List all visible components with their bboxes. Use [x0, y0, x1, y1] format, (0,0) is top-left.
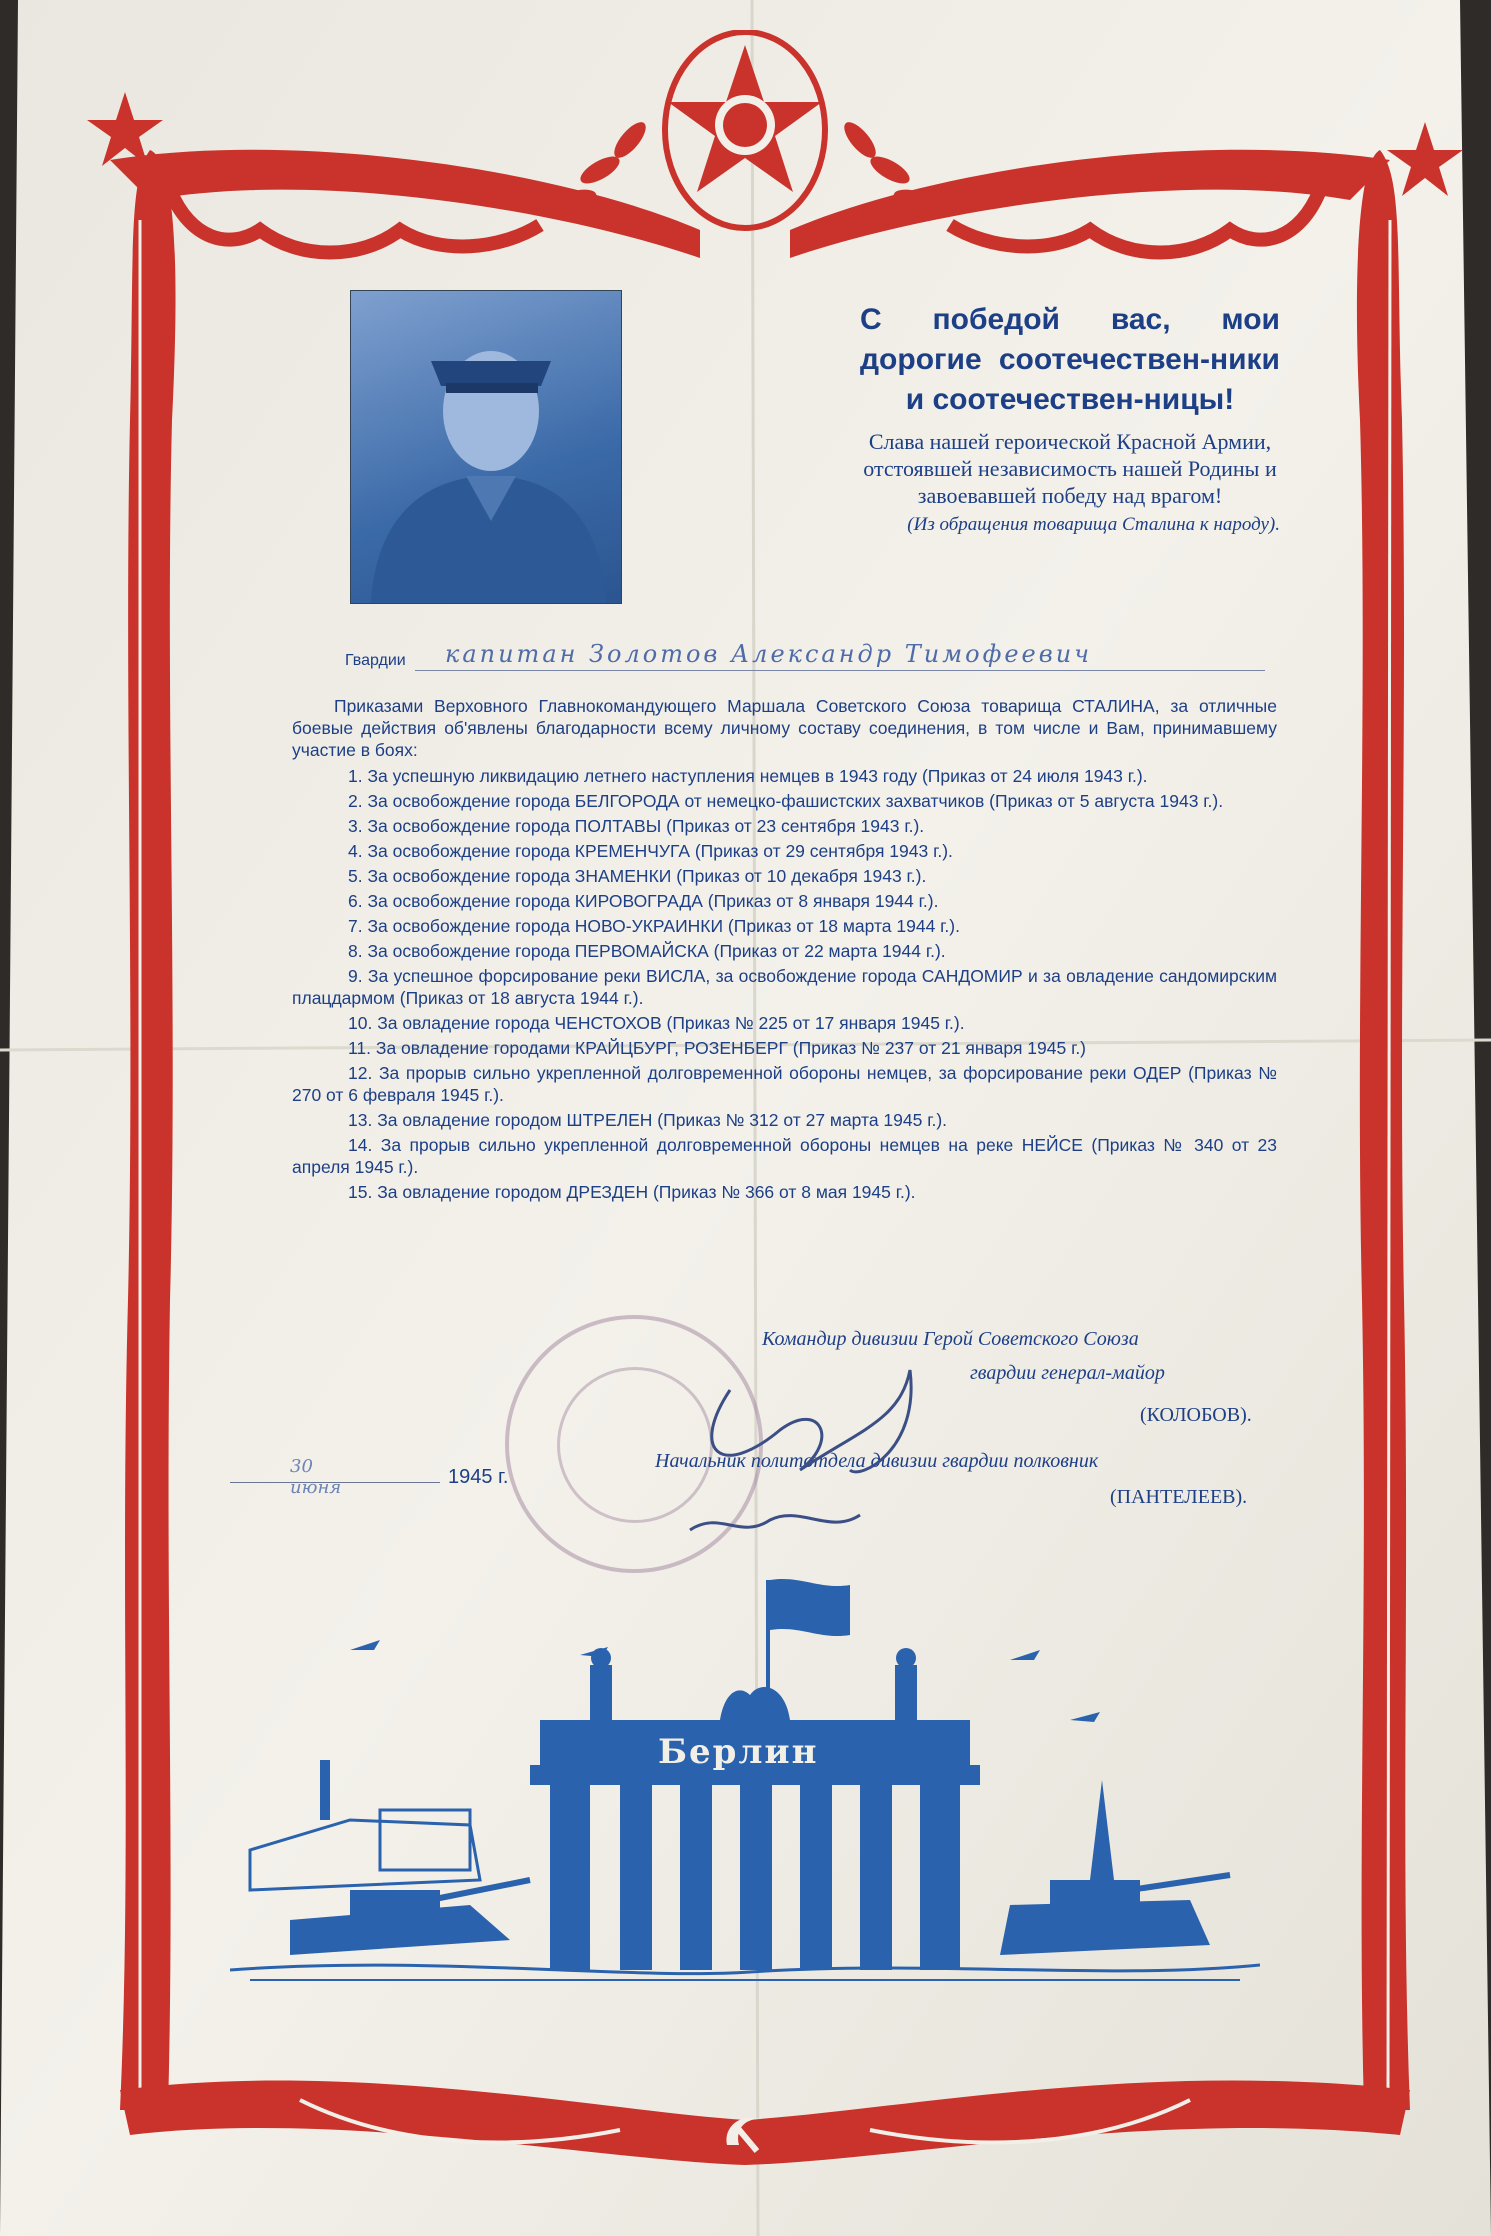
gate-label: Берлин	[658, 1732, 819, 1772]
politchief-name: (ПАНТЕЛЕЕВ).	[1110, 1486, 1248, 1508]
commander-name: (КОЛОБОВ).	[1140, 1404, 1252, 1426]
commander-title-1: Командир дивизии Герой Советского Союза	[762, 1328, 1139, 1350]
politchief-title: Начальник политотдела дивизии гвардии полковник	[655, 1450, 1099, 1472]
order-item: 9. За успешное форсирование реки ВИСЛА, за освобождение города САНДОМИР и за овладение сандомирским плацдармом (Приказ от 18 августа 1944 г.).	[292, 966, 1277, 1008]
intro-paragraph: Приказами Верховного Главнокомандующего Маршала Советского Союза товарища СТАЛИНА, за отличные боевые действия об'явлены благодарности всему личному составу соединения, в том числе и Вам, принимавшему участие в боях:	[292, 696, 1277, 760]
hammer-sickle-icon	[715, 2105, 775, 2165]
red-star-icon	[1385, 120, 1465, 200]
appeal-body: Слава нашей героической Красной Армии, отстоявшей независимость нашей Родины и завоевавшей победу над врагом!	[863, 429, 1277, 508]
portrait-photo	[350, 290, 622, 604]
appeal-headline: С победой вас, мои дорогие соотечествен-ники и соотечествен-ницы!	[860, 303, 1280, 416]
order-item: 6. За освобождение города КИРОВОГРАДА (Приказ от 8 января 1944 г.).	[348, 891, 939, 911]
commander-title-2: гвардии генерал-майор	[970, 1362, 1165, 1384]
order-item: 11. За овладение городами КРАЙЦБУРГ, РОЗЕНБЕРГ (Приказ № 237 от 21 января 1945 г.)	[348, 1038, 1087, 1058]
order-item: 4. За освобождение города КРЕМЕНЧУГА (Приказ от 29 сентября 1943 г.).	[348, 841, 953, 861]
signatures-scribble	[660, 1330, 980, 1560]
recipient-rank-label: Гвардии	[345, 652, 406, 669]
order-item: 10. За овладение города ЧЕНСТОХОВ (Приказ № 225 от 17 января 1945 г.).	[348, 1013, 965, 1033]
order-item: 13. За овладение городом ШТРЕЛЕН (Приказ № 312 от 27 марта 1945 г.).	[348, 1110, 948, 1130]
order-item: 8. За освобождение города ПЕРВОМАЙСКА (Приказ от 22 марта 1944 г.).	[348, 941, 946, 961]
order-item: 2. За освобождение города БЕЛГОРОДА от немецко-фашистских захватчиков (Приказ от 5 августа 1943 г.).	[348, 791, 1224, 811]
recipient-underline	[415, 670, 1265, 671]
recipient-handwritten-name: капитан Золотов Александр Тимофеевич	[445, 640, 1093, 668]
order-item: 15. За овладение городом ДРЕЗДЕН (Приказ № 366 от 8 мая 1945 г.).	[348, 1182, 916, 1202]
certificate-body	[292, 695, 1277, 1206]
order-item: 1. За успешную ликвидацию летнего наступления немцев в 1943 году (Приказ от 24 июля 1943 г.).	[348, 766, 1148, 786]
order-item: 14. За прорыв сильно укрепленной долговременной обороны немцев на реке НЕЙСЕ (Приказ № 340 от 23 апреля 1945 г.).	[292, 1135, 1277, 1177]
date-handwritten: 30 июня	[290, 1456, 342, 1498]
order-item: 5. За освобождение города ЗНАМЕНКИ (Приказ от 10 декабря 1943 г.).	[348, 866, 927, 886]
date-year: 1945 г.	[448, 1466, 509, 1488]
flag-icon	[770, 1579, 850, 1636]
order-item: 7. За освобождение города НОВО-УКРАИНКИ (Приказ от 18 марта 1944 г.).	[348, 916, 960, 936]
order-item: 12. За прорыв сильно укрепленной долговременной обороны немцев, за форсирование реки ОДЕР (Приказ № 270 от 6 февраля 1945 г.).	[292, 1063, 1277, 1105]
order-badge-icon	[660, 30, 830, 240]
stalin-appeal	[860, 300, 1280, 537]
berlin-illustration	[230, 1560, 1260, 1990]
orders-list	[292, 765, 1277, 1203]
order-item: 3. За освобождение города ПОЛТАВЫ (Приказ от 23 сентября 1943 г.).	[348, 816, 925, 836]
appeal-source: (Из обращения товарища Сталина к народу).	[907, 514, 1280, 535]
red-star-icon	[85, 90, 165, 170]
recipient-line	[345, 640, 1265, 678]
